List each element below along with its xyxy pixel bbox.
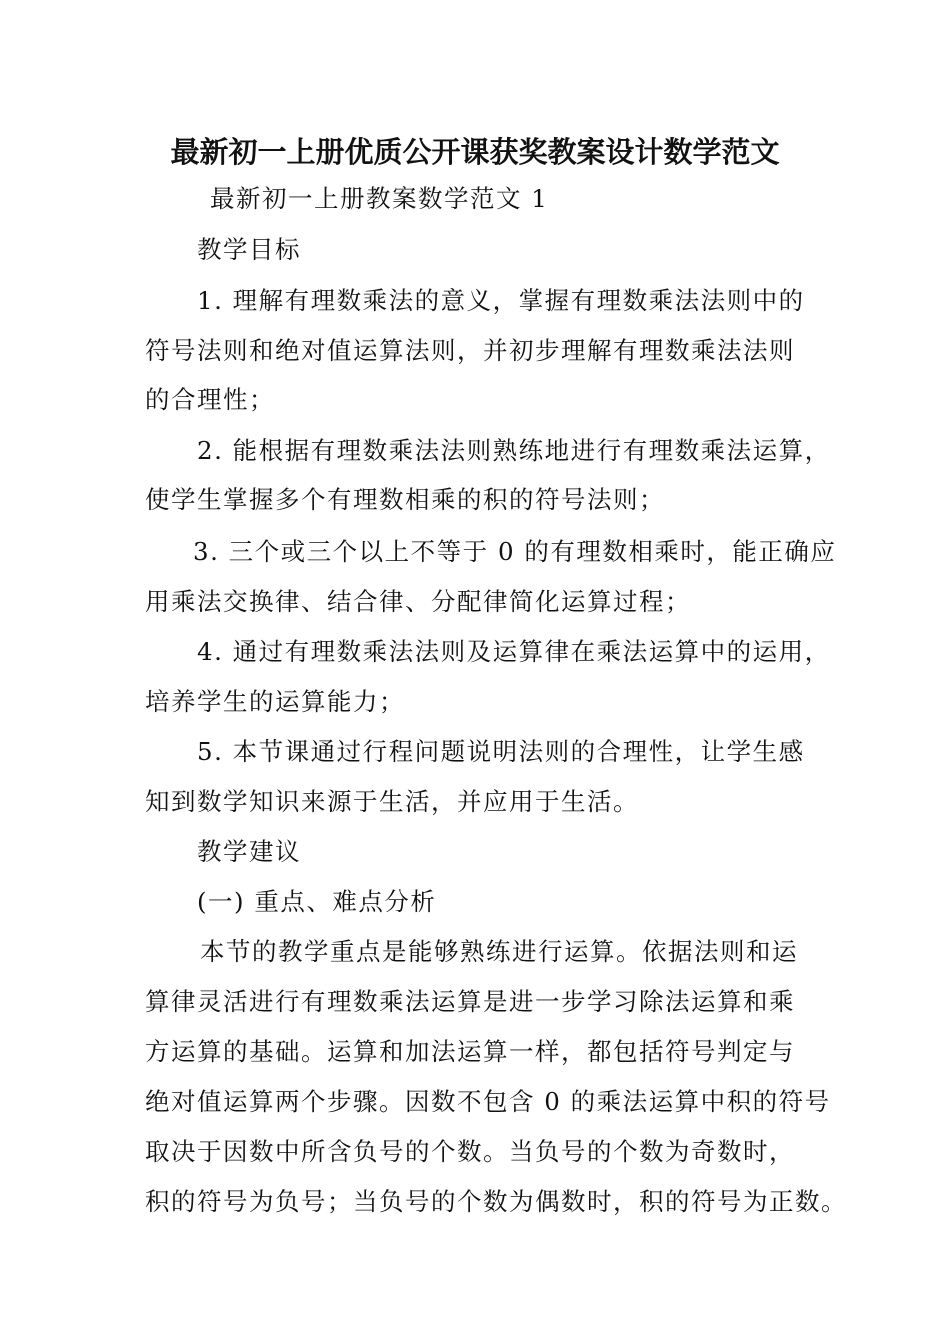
paragraph-line: 绝对值运算两个步骤。因数不包含 0 的乘法运算中积的符号 — [145, 1087, 831, 1116]
subheading-teaching-goals: 教学目标 — [197, 235, 301, 264]
subheading-teaching-suggestions: 教学建议 — [197, 837, 301, 866]
paragraph-line: 积的符号为负号；当负号的个数为偶数时，积的符号为正数。 — [145, 1187, 847, 1216]
paragraph-line: 的合理性； — [145, 385, 275, 414]
paragraph-line: 符号法则和绝对值运算法则，并初步理解有理数乘法法则 — [145, 336, 795, 365]
document-title: 最新初一上册优质公开课获奖教案设计数学范文 — [170, 135, 780, 169]
paragraph-line: 本节的教学重点是能够熟练进行运算。依据法则和运 — [200, 937, 798, 966]
paragraph-line: 4. 通过有理数乘法法则及运算律在乘法运算中的运用， — [197, 637, 831, 666]
paragraph-line: 1. 理解有理数乘法的意义，掌握有理数乘法法则中的 — [197, 286, 805, 315]
section-heading: 最新初一上册教案数学范文 1 — [210, 184, 549, 213]
subheading-key-points: (一) 重点、难点分析 — [197, 887, 437, 916]
paragraph-line: 2. 能根据有理数乘法法则熟练地进行有理数乘法运算， — [197, 436, 831, 465]
paragraph-line: 算律灵活进行有理数乘法运算是进一步学习除法运算和乘 — [145, 987, 795, 1016]
paragraph-line: 5. 本节课通过行程问题说明法则的合理性，让学生感 — [197, 737, 805, 766]
paragraph-line: 方运算的基础。运算和加法运算一样，都包括符号判定与 — [145, 1037, 795, 1066]
paragraph-line: 取决于因数中所含负号的个数。当负号的个数为奇数时， — [145, 1137, 795, 1166]
paragraph-line: 知到数学知识来源于生活，并应用于生活。 — [145, 787, 639, 816]
paragraph-line: 3. 三个或三个以上不等于 0 的有理数相乘时，能正确应 — [193, 537, 837, 566]
paragraph-line: 使学生掌握多个有理数相乘的积的符号法则； — [145, 485, 665, 514]
paragraph-line: 用乘法交换律、结合律、分配律简化运算过程； — [145, 587, 691, 616]
paragraph-line: 培养学生的运算能力； — [145, 687, 405, 716]
